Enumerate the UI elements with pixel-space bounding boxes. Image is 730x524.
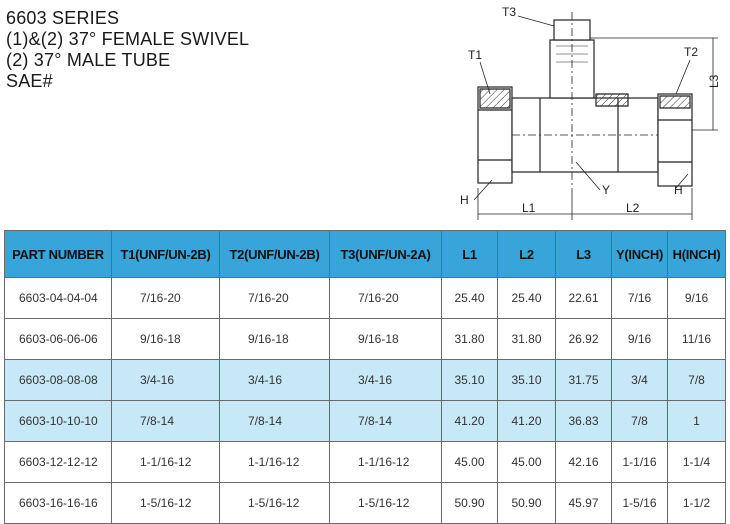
- specification-table: [4, 230, 726, 524]
- table-cell: 45.00: [442, 442, 498, 483]
- table-row: [5, 483, 726, 524]
- table-cell: 7/8-14: [112, 401, 220, 442]
- table-cell: 7/16-20: [330, 278, 442, 319]
- table-cell: 25.40: [498, 278, 556, 319]
- table-cell: 3/4-16: [112, 360, 220, 401]
- column-header: T1(UNF/UN-2B): [112, 231, 220, 278]
- table-cell: 31.80: [442, 319, 498, 360]
- table-header-row: [5, 231, 726, 278]
- table-cell: 22.61: [556, 278, 612, 319]
- column-header: L1: [442, 231, 498, 278]
- table-cell: 41.20: [442, 401, 498, 442]
- table-cell: 3/4-16: [220, 360, 330, 401]
- column-header: L2: [498, 231, 556, 278]
- table-cell: 1-1/16-12: [220, 442, 330, 483]
- table-cell: 6603-06-06-06: [5, 319, 112, 360]
- table-cell: 3/4: [612, 360, 668, 401]
- column-header: T3(UNF/UN-2A): [330, 231, 442, 278]
- table-row: [5, 442, 726, 483]
- table-cell: 6603-10-10-10: [5, 401, 112, 442]
- title-line-1: (1)&(2) 37° FEMALE SWIVEL: [6, 29, 250, 49]
- column-header: H(INCH): [668, 231, 726, 278]
- table-cell: 31.80: [498, 319, 556, 360]
- table-cell: 9/16-18: [112, 319, 220, 360]
- table-cell: 11/16: [668, 319, 726, 360]
- table-cell: 1-5/16-12: [220, 483, 330, 524]
- table-cell: 25.40: [442, 278, 498, 319]
- table-cell: 7/16-20: [112, 278, 220, 319]
- table-cell: 1-1/16-12: [112, 442, 220, 483]
- table-cell: 1: [668, 401, 726, 442]
- series-title: 6603 SERIES: [6, 8, 120, 28]
- table-cell: 7/8-14: [220, 401, 330, 442]
- tee-fitting-drawing: [450, 2, 730, 230]
- table-cell: 26.92: [556, 319, 612, 360]
- table-cell: 1-1/4: [668, 442, 726, 483]
- table-cell: 7/16: [612, 278, 668, 319]
- table-cell: 1-1/16-12: [330, 442, 442, 483]
- table-cell: 1-5/16-12: [330, 483, 442, 524]
- title-block: [6, 8, 249, 92]
- table-cell: 1-1/16: [612, 442, 668, 483]
- label-h-right: H: [674, 183, 683, 197]
- table-cell: 6603-16-16-16: [5, 483, 112, 524]
- table-cell: 45.97: [556, 483, 612, 524]
- table-row: [5, 401, 726, 442]
- column-header: PART NUMBER: [5, 231, 112, 278]
- label-y: Y: [602, 183, 611, 197]
- table-cell: 31.75: [556, 360, 612, 401]
- table-row: [5, 319, 726, 360]
- column-header: L3: [556, 231, 612, 278]
- table-cell: 7/8-14: [330, 401, 442, 442]
- table-cell: 1-5/16: [612, 483, 668, 524]
- column-header: T2(UNF/UN-2B): [220, 231, 330, 278]
- table-cell: 9/16-18: [220, 319, 330, 360]
- label-t2: T2: [684, 45, 699, 59]
- table-cell: 42.16: [556, 442, 612, 483]
- table-cell: 9/16: [612, 319, 668, 360]
- table-cell: 9/16-18: [330, 319, 442, 360]
- title-line-2: (2) 37° MALE TUBE: [6, 50, 171, 70]
- label-t3: T3: [502, 5, 517, 19]
- table-cell: 7/8: [612, 401, 668, 442]
- table-cell: 36.83: [556, 401, 612, 442]
- label-l2: L2: [626, 201, 640, 215]
- column-header: Y(INCH): [612, 231, 668, 278]
- table-cell: 7/16-20: [220, 278, 330, 319]
- table-cell: 45.00: [498, 442, 556, 483]
- table-cell: 1-1/2: [668, 483, 726, 524]
- table-cell: 50.90: [442, 483, 498, 524]
- title-line-3: SAE#: [6, 71, 53, 91]
- label-l1: L1: [522, 201, 536, 215]
- table-cell: 9/16: [668, 278, 726, 319]
- table-cell: 6603-12-12-12: [5, 442, 112, 483]
- label-l3: L3: [707, 74, 721, 88]
- table-cell: 1-5/16-12: [112, 483, 220, 524]
- table-cell: 41.20: [498, 401, 556, 442]
- table-cell: 35.10: [498, 360, 556, 401]
- table-row: [5, 360, 726, 401]
- table-cell: 50.90: [498, 483, 556, 524]
- label-h-left: H: [460, 193, 469, 207]
- table-cell: 6603-04-04-04: [5, 278, 112, 319]
- label-t1: T1: [468, 48, 483, 62]
- table-cell: 6603-08-08-08: [5, 360, 112, 401]
- table-row: [5, 278, 726, 319]
- table-cell: 3/4-16: [330, 360, 442, 401]
- table-cell: 35.10: [442, 360, 498, 401]
- table-cell: 7/8: [668, 360, 726, 401]
